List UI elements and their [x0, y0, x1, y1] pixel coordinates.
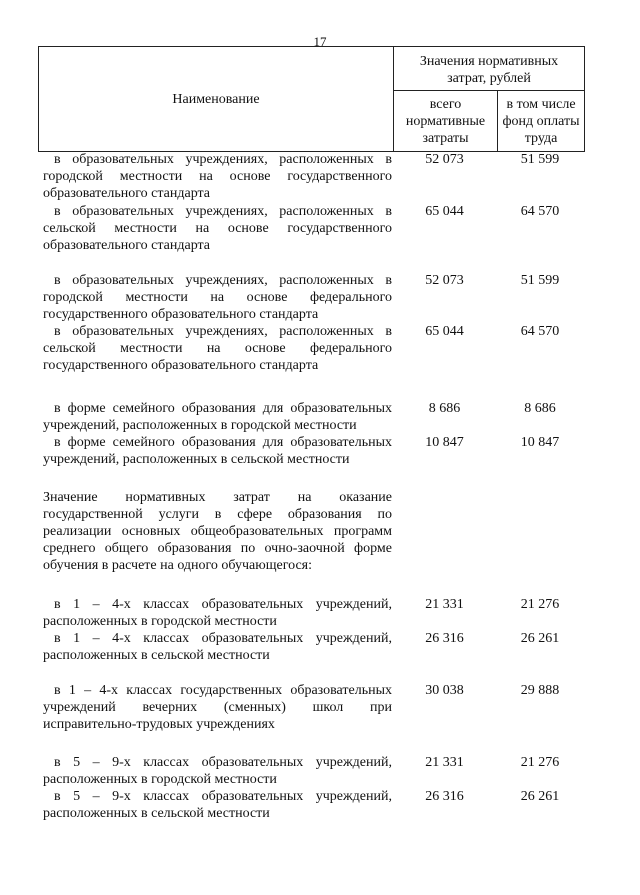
row-salary: 8 686 [524, 401, 556, 416]
row-name: в форме семейного образования для образовательных учреждений, расположенных в городской местности [43, 401, 392, 433]
row-total: 65 044 [425, 204, 464, 219]
header-col1-cell [393, 90, 498, 152]
row-total: 10 847 [425, 435, 464, 450]
page-number: 17 [313, 34, 327, 49]
row-salary: 64 570 [520, 204, 560, 219]
row-salary: 51 599 [520, 152, 560, 167]
row-salary: 21 276 [520, 755, 560, 770]
row-salary: 64 570 [520, 324, 560, 339]
header-name-cell [38, 46, 394, 152]
row-salary: 29 888 [520, 683, 560, 698]
header-group-label: Значения нормативных затрат, рублей [419, 54, 559, 86]
row-salary: 51 599 [520, 273, 560, 288]
row-salary: 10 847 [520, 435, 560, 450]
row-salary: 21 276 [520, 597, 560, 612]
header-col1-label: всего нормативные затраты [405, 97, 486, 146]
header-group-cell [393, 46, 585, 91]
header-col2-cell [497, 90, 585, 152]
section-intro: Значение нормативных затрат на оказание государственной услуги в сфере образования по реализации основных общеобразовательных программ среднего общего образования по очно-заочной форме обучения в расчете на одного обучающегося: [43, 490, 392, 573]
row-salary: 26 261 [520, 631, 560, 646]
header-col2-label: в том числе фонд оплаты труда [502, 97, 580, 146]
row-name: в 1 – 4-х классах образовательных учреждений, расположенных в городской местности [43, 597, 392, 629]
row-name: в образовательных учреждениях, расположенных в сельской местности на основе государственного образовательного стандарта [43, 204, 392, 253]
row-name: в образовательных учреждениях, расположенных в сельской местности на основе федерального государственного образовательного стандарта [43, 324, 392, 373]
row-total: 8 686 [428, 401, 461, 416]
row-total: 52 073 [425, 152, 464, 167]
row-salary: 26 261 [520, 789, 560, 804]
row-name: в 1 – 4-х классах государственных образовательных учреждений вечерних (сменных) школ при исправительно-трудовых учреждениях [43, 683, 392, 732]
row-name: в 1 – 4-х классах образовательных учреждений, расположенных в сельской местности [43, 631, 392, 663]
row-name: в форме семейного образования для образовательных учреждений, расположенных в сельской местности [43, 435, 392, 467]
row-total: 21 331 [425, 597, 464, 612]
row-total: 21 331 [425, 755, 464, 770]
row-total: 30 038 [425, 683, 464, 698]
row-total: 26 316 [425, 789, 464, 804]
row-name: в образовательных учреждениях, расположенных в городской местности на основе федерального государственного образовательного стандарта [43, 273, 392, 322]
row-total: 65 044 [425, 324, 464, 339]
row-name: в образовательных учреждениях, расположенных в городской местности на основе государственного образовательного стандарта [43, 152, 392, 201]
row-total: 52 073 [425, 273, 464, 288]
header-name-label: Наименование [172, 91, 260, 107]
row-name: в 5 – 9-х классах образовательных учреждений, расположенных в сельской местности [43, 789, 392, 821]
row-name: в 5 – 9-х классах образовательных учреждений, расположенных в городской местности [43, 755, 392, 787]
row-total: 26 316 [425, 631, 464, 646]
